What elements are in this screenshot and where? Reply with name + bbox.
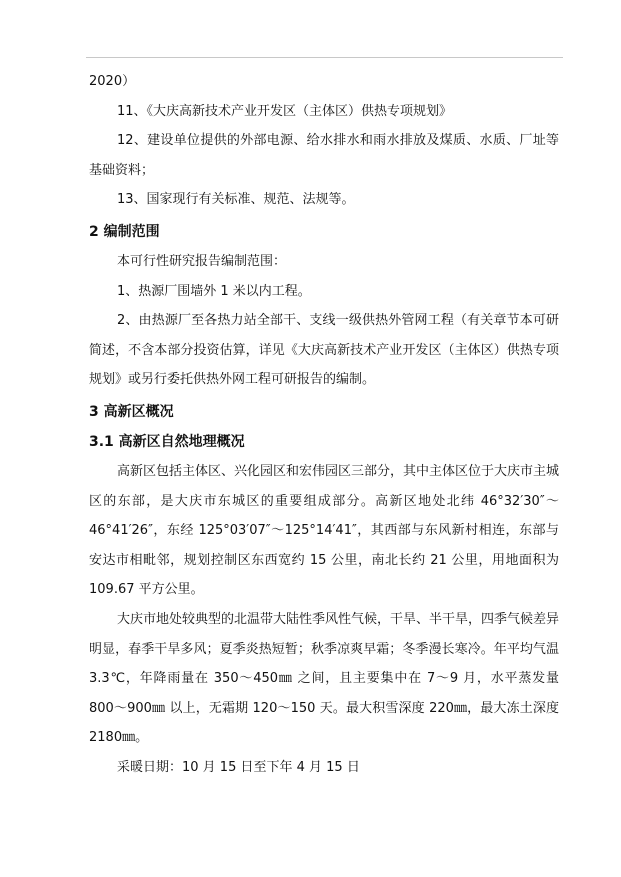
subsection-heading-geography: 3.1 高新区自然地理概况 [89, 433, 245, 450]
list-item-11: 11、《大庆高新技术产业开发区（主体区）供热专项规划》 [117, 103, 453, 119]
section-heading-scope: 2 编制范围 [89, 223, 160, 240]
paragraph-location: 高新区包括主体区、兴化园区和宏伟园区三部分，其中主体区位于大庆市主城区的东部，是大庆市东城区的重要组成部分。高新区地处北纬 46°32′30″～46°41′26″，东经 125°03′07″～125°14′41″，其西部与东风新村相连，东部与安达市相毗邻，规划控制区东西宽约 15 公里，南北长约 21 公里，用地面积为 109.67 平方公里。 [89, 463, 560, 598]
list-item-12: 12、建设单位提供的外部电源、给水排水和雨水排放及煤质、水质、厂址等基础资料； [89, 133, 559, 178]
scope-intro: 本可行性研究报告编制范围： [117, 253, 287, 269]
header-rule [86, 57, 563, 58]
scope-item-2: 2、由热源厂至各热力站全部干、支线一级供热外管网工程（有关章节本可研简述，不含本部分投资估算，详见《大庆高新技术产业开发区（主体区）供热专项规划》或另行委托供热外网工程可研报告的编制。 [89, 313, 559, 388]
scope-item-1: 1、热源厂围墙外 1 米以内工程。 [117, 283, 311, 299]
list-item-13: 13、国家现行有关标准、规范、法规等。 [117, 192, 355, 208]
section-heading-overview: 3 高新区概况 [89, 403, 174, 420]
paragraph-continuation: 2020） [89, 74, 136, 89]
paragraph-heating-period: 采暖日期：10 月 15 日至下年 4 月 15 日 [117, 759, 360, 775]
page-content [89, 67, 559, 782]
paragraph-climate: 大庆市地处较典型的北温带大陆性季风性气候，干旱、半干旱，四季气候差异明显，春季干旱多风；夏季炎热短暂；秋季凉爽早霜；冬季漫长寒冷。年平均气温 3.3℃，年降雨量在 350～450㎜ 之间，且主要集中在 7～9 月，水平蒸发量 800～900㎜ 以上，无霜期 120～150 天。最大积雪深度 220㎜，最大冻土深度 2180㎜。 [89, 611, 560, 746]
